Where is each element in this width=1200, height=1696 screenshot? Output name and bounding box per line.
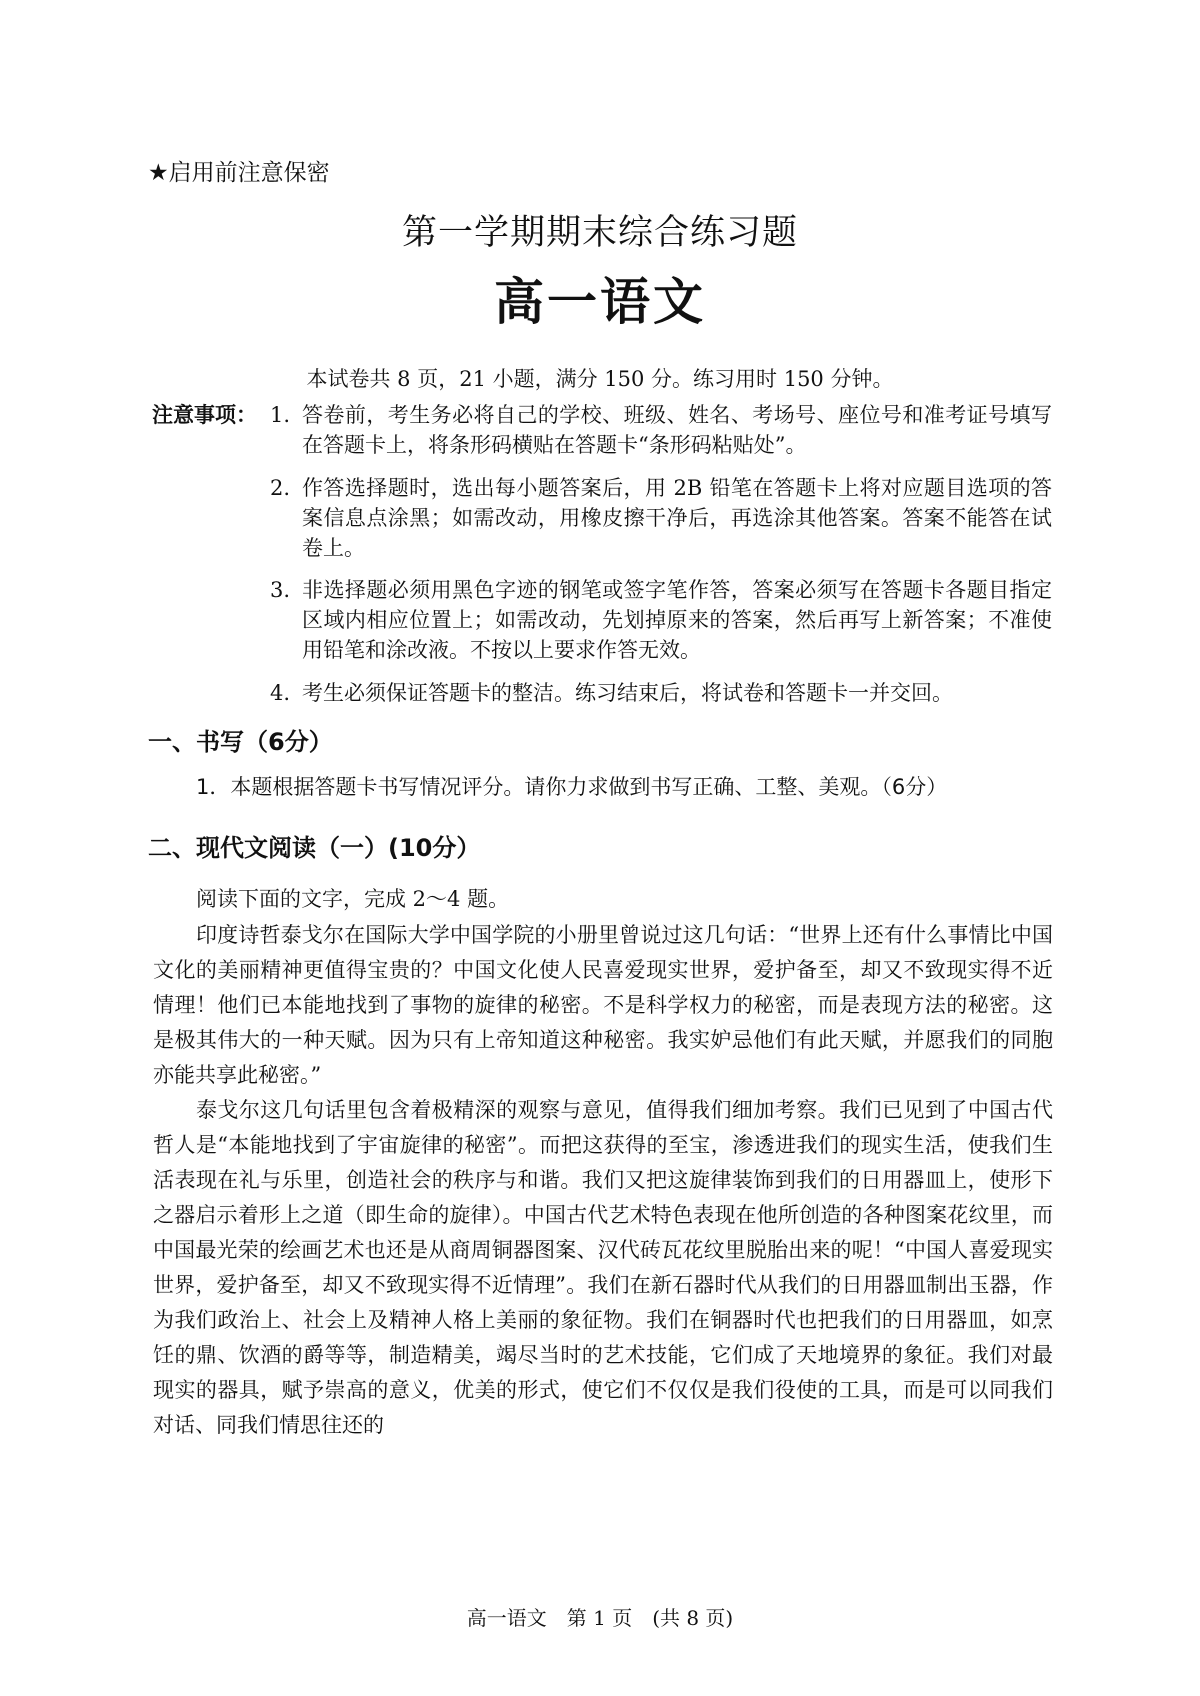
section-heading-reading: 二、现代文阅读（一）(10分） (148, 834, 481, 862)
exam-title: 第一学期期末综合练习题 (401, 213, 798, 253)
notice-item-number: 1. (270, 403, 291, 427)
notice-item-text: 答卷前，考生务必将自己的学校、班级、姓名、考场号、座位号和准考证号填写在答题卡上，将条形码横贴在答题卡“条形码粘贴处”。 (302, 403, 1052, 457)
reading-instruction: 阅读下面的文字，完成 2～4 题。 (196, 887, 510, 911)
notice-label: 注意事项： (152, 403, 257, 427)
reading-passage (153, 918, 1053, 1443)
notice-item-number: 2. (270, 476, 291, 500)
notice-item-text: 作答选择题时，选出每小题答案后，用 2B 铅笔在答题卡上将对应题目选项的答案信息点涂黑；如需改动，用橡皮擦干净后，再选涂其他答案。答案不能答在试卷上。 (302, 476, 1052, 560)
notice-item (270, 678, 1052, 708)
page-footer: 高一语文 第 1 页 (共 8 页) (466, 1606, 734, 1630)
notice-item-number: 4. (270, 681, 291, 705)
confidential-notice: ★启用前注意保密 (148, 160, 330, 186)
question-1: 1．本题根据答题卡书写情况评分。请你力求做到书写正确、工整、美观。（6分） (196, 775, 948, 799)
notice-item-text: 非选择题必须用黑色字迹的钢笔或签字笔作答，答案必须写在答题卡各题目指定区域内相应位置上；如需改动，先划掉原来的答案，然后再写上新答案；不准使用铅笔和涂改液。不按以上要求作答无效。 (302, 578, 1052, 662)
section-heading-writing: 一、书写（6分） (148, 728, 333, 756)
notice-item-text: 考生必须保证答题卡的整洁。练习结束后，将试卷和答题卡一并交回。 (302, 681, 953, 705)
subject-title: 高一语文 (494, 273, 706, 331)
passage-paragraph: 印度诗哲泰戈尔在国际大学中国学院的小册里曾说过这几句话：“世界上还有什么事情比中国文化的美丽精神更值得宝贵的？中国文化使人民喜爱现实世界，爱护备至，却又不致现实得不近情理！他们已本能地找到了事物的旋律的秘密。不是科学权力的秘密，而是表现方法的秘密。这是极其伟大的一种天赋。因为只有上帝知道这种秘密。我实妒忌他们有此天赋，并愿我们的同胞亦能共享此秘密。” (153, 923, 1053, 1087)
notice-item (270, 473, 1052, 563)
notice-item (270, 400, 1052, 460)
passage-paragraph: 泰戈尔这几句话里包含着极精深的观察与意见，值得我们细加考察。我们已见到了中国古代哲人是“本能地找到了宇宙旋律的秘密”。而把这获得的至宝，渗透进我们的现实生活，使我们生活表现在礼与乐里，创造社会的秩序与和谐。我们又把这旋律装饰到我们的日用器皿上，使形下之器启示着形上之道（即生命的旋律）。中国古代艺术特色表现在他所创造的各种图案花纹里，而中国最光荣的绘画艺术也还是从商周铜器图案、汉代砖瓦花纹里脱胎出来的呢！“中国人喜爱现实世界，爱护备至，却又不致现实得不近情理”。我们在新石器时代从我们的日用器皿制出玉器，作为我们政治上、社会上及精神人格上美丽的象征物。我们在铜器时代也把我们的日用器皿，如烹饪的鼎、饮酒的爵等等，制造精美，竭尽当时的艺术技能，它们成了天地境界的象征。我们对最现实的器具，赋予崇高的意义，优美的形式，使它们不仅仅是我们役使的工具，而是可以同我们对话、同我们情思往还的 (153, 1098, 1053, 1437)
notice-item-number: 3. (270, 578, 291, 602)
exam-info: 本试卷共 8 页，21 小题，满分 150 分。练习用时 150 分钟。 (306, 367, 894, 391)
notice-item (270, 575, 1052, 665)
